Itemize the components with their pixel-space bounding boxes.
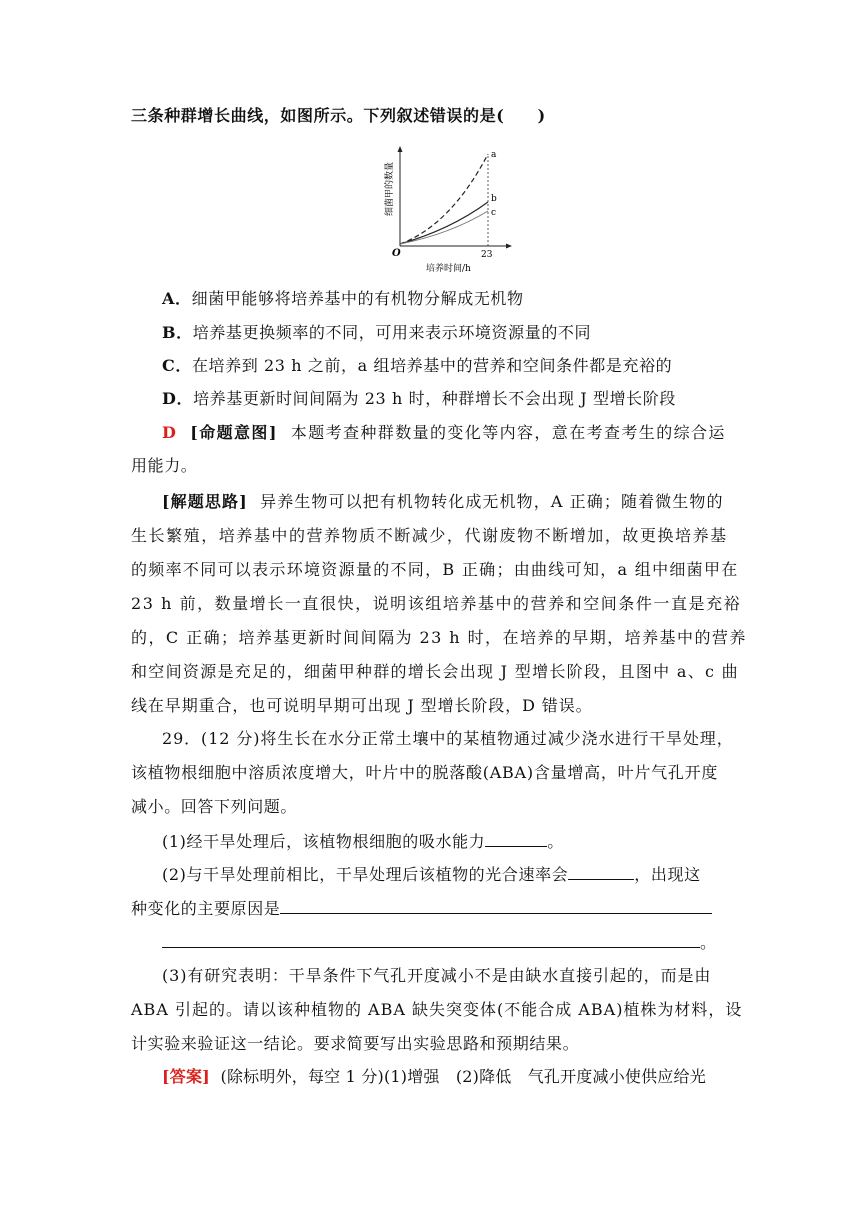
x-tick-23: 23 xyxy=(481,250,493,260)
x-axis-label: 培养时间/h xyxy=(426,264,471,274)
x-axis-arrow xyxy=(506,244,512,249)
growth-curve-figure xyxy=(378,140,518,280)
answer-intent-line xyxy=(162,421,726,445)
question-intro: 三条种群增长曲线，如图所示。下列叙述错误的是( ) xyxy=(131,106,546,125)
curve-a xyxy=(400,154,488,244)
reasoning-line-4: 23 h 前，数量增长一直很快，说明该组培养基中的营养和空间条件一直是充裕 xyxy=(131,594,742,613)
q29-sub1: (1)经干旱处理后，该植物根细胞的吸水能力 。 xyxy=(162,829,564,853)
option-a: A．细菌甲能够将培养基中的有机物分解成无机物 xyxy=(162,289,524,308)
reasoning-line-7: 线在早期重合，也可说明早期可出现 J 型增长阶段，D 错误。 xyxy=(131,696,593,715)
reasoning-line-3: 的频率不同可以表示环境资源量的不同，B 正确；由曲线可知，a 组中细菌甲在 xyxy=(131,560,739,579)
q29-sub2: (2)与干旱处理前相比，干旱处理后该植物的光合速率会 ，出现这 xyxy=(162,862,701,886)
curve-b xyxy=(400,202,488,244)
reasoning-tag: [解题思路] xyxy=(162,492,248,511)
curve-a-label: a xyxy=(491,150,497,160)
sub2-blank-1[interactable] xyxy=(568,862,634,880)
origin-label: O xyxy=(392,248,401,259)
sub2-blank-2[interactable] xyxy=(280,896,712,914)
q29-line-3: 减小。回答下列问题。 xyxy=(131,797,298,816)
option-d: D．培养基更新时间间隔为 23 h 时，种群增长不会出现 J 型增长阶段 xyxy=(162,389,676,408)
intent-text-cont: 用能力。 xyxy=(131,456,198,475)
q29-sub2-cont: 种变化的主要原因是 xyxy=(131,896,712,920)
reasoning-line-2: 生长繁殖，培养基中的营养物质不断减少，代谢废物不断增加，故更换培养基 xyxy=(131,526,728,545)
answer-letter: D xyxy=(162,423,178,442)
q29-sub3-line-3: 计实验来验证这一结论。要求简要写出实验思路和预期结果。 xyxy=(131,1034,580,1053)
q29-line-2: 该植物根细胞中溶质浓度增大，叶片中的脱落酸(ABA)含量增高，叶片气孔开度 xyxy=(131,763,719,782)
answer-tag: [答案] xyxy=(162,1067,210,1086)
option-c: C．在培养到 23 h 之前，a 组培养基中的营养和空间条件都是充裕的 xyxy=(162,356,673,375)
y-axis-label: 细菌甲的数量 xyxy=(385,161,395,216)
sub1-blank[interactable] xyxy=(485,829,547,847)
q29-sub3-line-2: ABA 引起的。请以该种植物的 ABA 缺失突变体(不能合成 ABA)植株为材料，设 xyxy=(131,1000,743,1019)
reasoning-line-5: 的，C 正确；培养基更新时间间隔为 23 h 时，在培养的早期，培养基中的营养 xyxy=(131,628,747,647)
q29-line-1: 29．(12 分)将生长在水分正常土壤中的某植物通过减少浇水进行干旱处理， xyxy=(162,729,734,748)
curve-c-label: c xyxy=(491,208,497,218)
q29-answer-line xyxy=(162,1065,706,1089)
q29-sub2-cont2: 。 xyxy=(162,930,717,954)
option-b: B．培养基更换频率的不同，可用来表示环境资源量的不同 xyxy=(162,323,592,342)
y-axis-arrow xyxy=(398,146,403,152)
reasoning-line-1: [解题思路] 异养生物可以把有机物转化成无机物，A 正确；随着微生物的 xyxy=(162,492,724,511)
sub2-blank-3[interactable] xyxy=(162,930,700,948)
curve-b-label: b xyxy=(491,194,497,204)
q29-sub3-line-1: (3)有研究表明：干旱条件下气孔开度减小不是由缺水直接引起的，而是由 xyxy=(162,966,712,985)
answer-text: (除标明外，每空 1 分)(1)增强 (2)降低 气孔开度减小使供应给光 xyxy=(220,1067,706,1086)
reasoning-line-6: 和空间资源是充足的，细菌甲种群的增长会出现 J 型增长阶段，且图中 a、c 曲 xyxy=(131,662,739,681)
intent-tag: [命题意图] xyxy=(190,423,278,442)
intent-text: 本题考查种群数量的变化等内容，意在考查考生的综合运 xyxy=(290,423,726,442)
